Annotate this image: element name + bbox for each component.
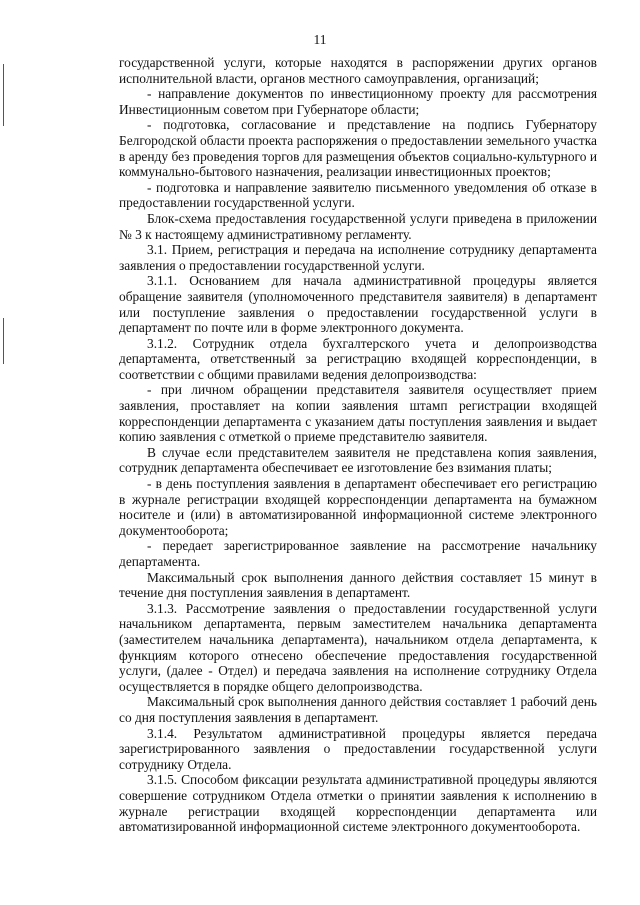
paragraph: Максимальный срок выполнения данного действия составляет 15 минут в течение дня поступления заявления в департамент. xyxy=(119,569,597,601)
paragraph: В случае если представителем заявителя не представлена копия заявления, сотрудник департамента обеспечивает ее изготовление без взимания платы; xyxy=(119,444,597,476)
paragraph: - в день поступления заявления в департамент обеспечивает его регистрацию в журнале регистрации входящей корреспонденции департамента на бумажном носителе и (или) в автоматизированной информационной системе электронного документооборота; xyxy=(119,476,597,538)
paragraph: - подготовка, согласование и представление на подпись Губернатору Белгородской области проекта распоряжения о предоставлении земельного участка в аренду без проведения торгов для размещения объектов социально-культурного и коммунально-бытового назначения, реализации инвестиционных проектов; xyxy=(119,117,597,180)
paragraph: - передает зарегистрированное заявление на рассмотрение начальнику департамента. xyxy=(119,538,597,569)
paragraph: 3.1.3. Рассмотрение заявления о предоставлении государственной услуги начальником департамента, первым заместителем начальника департамента (заместителем начальника департамента), начальником отдела департамента, к функциям которого отнесено обеспечение предоставления государственной услуги, (далее - Отдел) и передача заявления на исполнение сотруднику Отдела осуществляется в порядке общего делопроизводства. xyxy=(119,600,597,694)
scan-margin-line-top xyxy=(3,64,4,126)
page-number: 11 xyxy=(313,32,327,47)
paragraph: - направление документов по инвестиционному проекту для рассмотрения Инвестиционным советом при Губернаторе области; xyxy=(119,86,597,117)
paragraph: 3.1. Прием, регистрация и передача на исполнение сотруднику департамента заявления о предоставлении государственной услуги. xyxy=(119,242,597,273)
paragraph: 3.1.4. Результатом административной процедуры является передача зарегистрированного заявления о предоставлении государственной услуги сотруднику Отдела. xyxy=(119,725,597,772)
scan-margin-line-bottom xyxy=(3,318,4,364)
paragraph: Максимальный срок выполнения данного действия составляет 1 рабочий день со дня поступления заявления в департамент. xyxy=(119,694,597,725)
paragraph: 3.1.1. Основанием для начала административной процедуры является обращение заявителя (уполномоченного представителя заявителя) в департамент или поступление заявления о предоставлении государственной услуги в департамент по почте или в форме электронного документа. xyxy=(119,273,597,336)
paragraph: Блок-схема предоставления государственной услуги приведена в приложении № 3 к настоящему административному регламенту. xyxy=(119,210,597,242)
paragraph: - при личном обращении представителя заявителя осуществляет прием заявления, проставляет на копии заявления штамп регистрации входящей корреспонденции департамента с указанием даты поступления заявления и выдает копию заявления с отметкой о приеме представителю заявителя. xyxy=(119,382,597,445)
document-body xyxy=(119,55,597,835)
paragraph: 3.1.2. Сотрудник отдела бухгалтерского учета и делопроизводства департамента, ответственный за регистрацию входящей корреспонденции, в соответствии с общими правилами ведения делопроизводства: xyxy=(119,335,597,382)
paragraph: - подготовка и направление заявителю письменного уведомления об отказе в предоставлении государственной услуги. xyxy=(119,179,597,211)
paragraph: 3.1.5. Способом фиксации результата административной процедуры являются совершение сотрудником Отдела отметки о принятии заявления к исполнению в журнале регистрации входящей корреспонденции департамента или автоматизированной информационной системе электронного документооборота. xyxy=(119,772,597,835)
paragraph: государственной услуги, которые находятся в распоряжении других органов исполнительной власти, органов местного самоуправления, организаций; xyxy=(119,55,597,86)
